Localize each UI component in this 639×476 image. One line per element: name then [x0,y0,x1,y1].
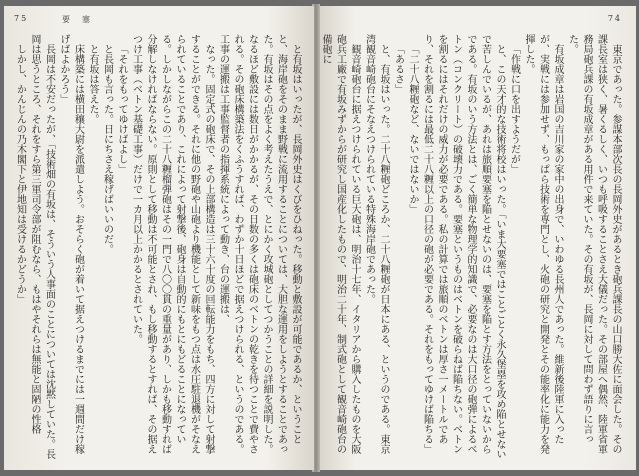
page-number: 75 [14,14,29,23]
paragraph: と有坂は答えた。 [87,44,98,124]
paragraph: と、有坂はいった。二十八糎砲どころか、二十八糎砲が日本にある、というのである。東京湾観音崎砲台にそなえつけられている特殊海岸砲であった。 [363,34,389,454]
paragraph: 観音崎砲台に据えつけられている巨大砲は、明治十七年、イタリアから購入したものを大阪砲兵工廠で有坂みずからが研究し国産化したもので、明治二十年、制式砲として観音崎砲台の備砲に [320,34,360,454]
paragraph: と長岡も言った。日にちさえ稼げばいいのだ。 [101,44,113,254]
paragraph: と有坂はいったが、長岡外史はくびをひねった。移動と敷設が可能であるか、ということと、海岸砲をそのまま野戦に流用することについては、大胆な運用をしようとすることであった。有坂はその点をよく考えたうえで、とにかく攻城砲としてつかうことの詳細を説明した。なるほど敷設には数日がかかるが、その日数の多くは砲床のベトンの乾きを待つことで費やされる。その砲床構築法をくふうすれば、わずか十日ほどで据えつけられる、というのである。工事の運搬は工事監督者の指揮系統によって動き、台の運搬は、 [217,34,301,454]
paragraph: しかし、かんじんの乃木閣下と伊地知は受けるかどうか」 [14,44,26,304]
paragraph: 床構築には横田穰大尉を派遣しよう。おそらく砲が着いて据えつけるまでには一週間だけ稼げばよかろう」 [58,34,84,454]
paragraph: 「二十八糎砲など、ないではないか」 [407,44,418,214]
paragraph: 東京であった。参謀本部次長の長岡外史があるとき砲兵課長の山口勝大佐に面会した。その課長室は狭く、暑くるしく、いつも呼吸することさえ大儀だった。その部屋へ偶然、陸軍省軍務局砲兵課の有坂成章がある用件で来ていた。その有坂が、長岡に対して問わず語りに言った。 [566,34,621,454]
page-number: 74 [607,14,622,23]
running-head: 要 塞 [62,15,92,24]
right-page [318,6,636,470]
left-page [4,6,314,470]
paragraph: 長岡は不安だったが、「技術畑の有坂は、そういう人事面のことについては沈黙していた。長岡は思うところ、それをすら第三軍司令部が阻むなら、もはやそれらは無能と固陋の性格 [29,34,55,459]
left-page-text [14,34,302,459]
paragraph: 有坂成章は岩国の吉川家の家中の出身で、いわゆる長州人であった。維新後陸軍に入ったが、実戦には参加せず、もっぱら技術を専門とし、火砲の研究と開発とその能率化に能力を発揮した。 [523,34,563,454]
paragraph: と、この天才的な技術将校はいった。「いま大要塞ではことごとく永久堡塁を攻め陥とせないで苦しんでいるが、あれは旅順要塞を陥とせないのは、要塞を陥とす方法をとっていないからである。有坂のいう方法とは、ごく簡単な物理学的知識で、必要なのは大口径の砲弾によるベトン（コンクリート）の破壊力である。要塞というものはベトンを破らねば陥ちない。ベトンを割るにはそれだけの威力が必要である。私の計算では旅順のベトンは厚さ一メートルであり、それを割るには最低二十八糎以上の口径の砲が必要である。それをもってゆけば陥ちる」 [421,34,505,459]
paragraph: 「それをもってゆけばよし」 [116,44,127,174]
paragraph: 「作戦に口を出すようだが」 [508,44,520,174]
right-page-text [320,34,622,459]
paragraph: 「あるさ」 [392,44,404,94]
paragraph: なった。固定式の砲床で、その上部構造は三十六十度の回転能力をもち、四方に対して射撃することができる。それに他の野砲や山砲より機能として新味をもつ点は水圧駐退機がそなえられていることであり、これによって射撃後、砲身は自動的にもとにもどることになっている。しかしながらこの二十八糎榴弾砲はその一門で八〇〇貫の重量があり、しかも移動すれば分解しなければならない。原則として移動は不可能とされ、もし移動するとすれば、その据えつけ工事（ベトン基礎工事）だけで一カ月以上かかるとされていた。 [130,34,214,454]
